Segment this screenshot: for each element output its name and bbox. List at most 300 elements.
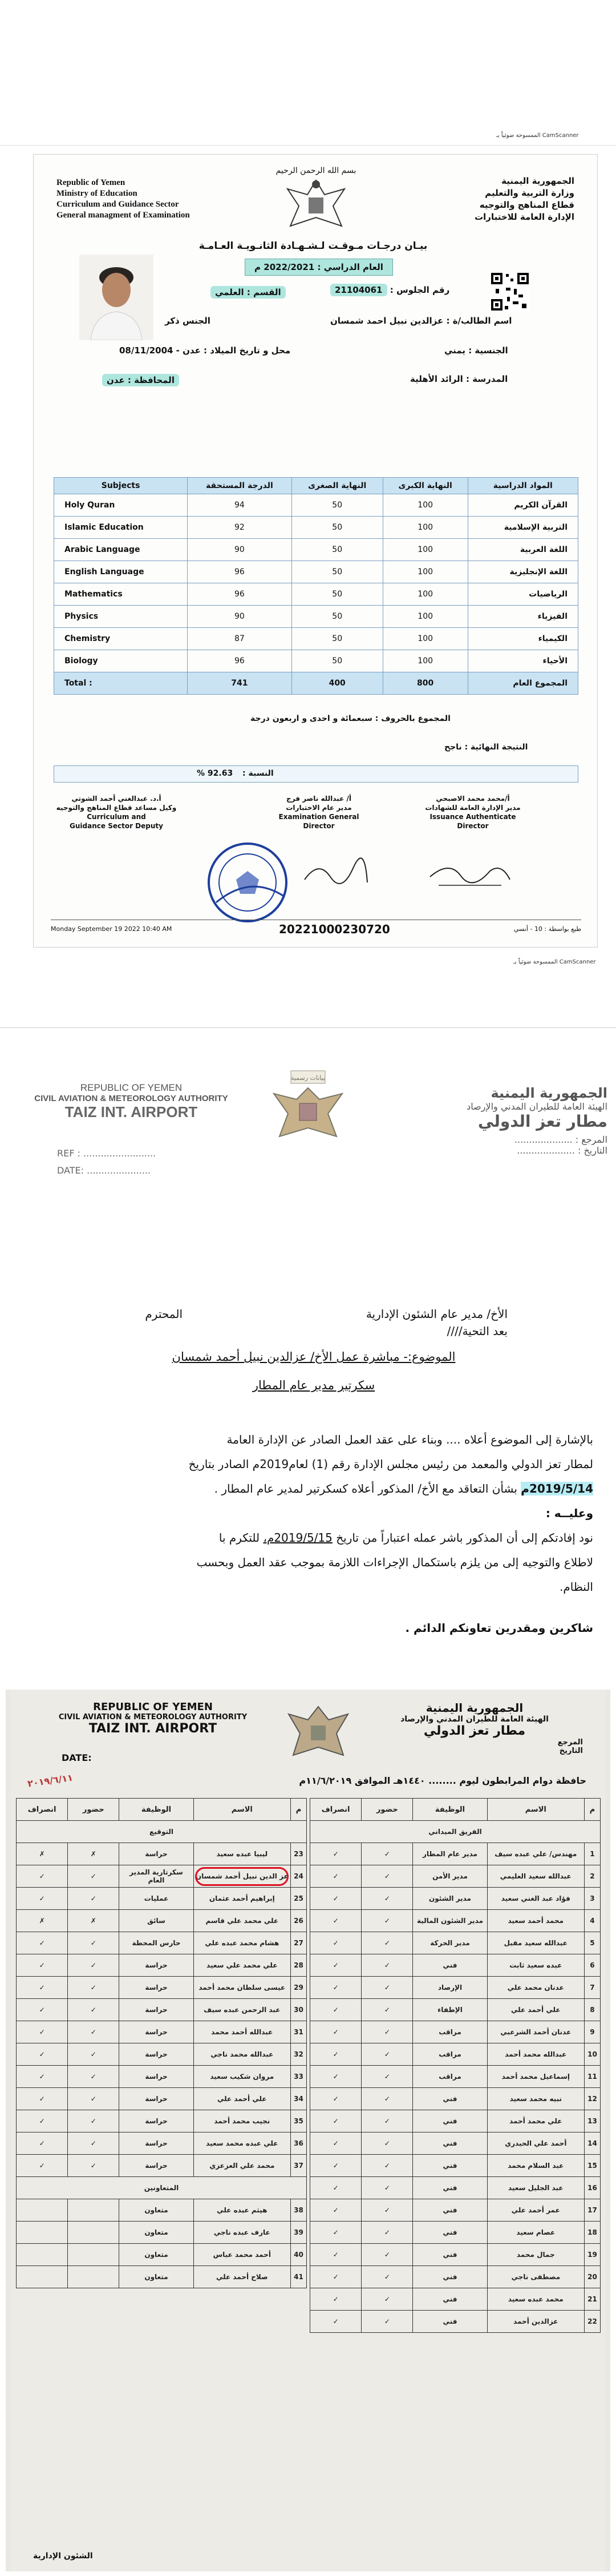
min-cell: 50 bbox=[291, 561, 383, 583]
sign-in-cell: ✓ bbox=[68, 1977, 119, 1999]
row-job: مراقب bbox=[413, 2043, 487, 2066]
sign-out-cell: ✓ bbox=[17, 2110, 68, 2132]
qr-code bbox=[490, 272, 530, 312]
sign-in-cell: ✗ bbox=[68, 1910, 119, 1932]
sig-line: Director bbox=[457, 822, 489, 830]
sign-out-cell: ✓ bbox=[17, 2155, 68, 2177]
row-job: حراسة bbox=[119, 1999, 193, 2021]
row-number: 40 bbox=[290, 2244, 306, 2266]
min-cell: 50 bbox=[291, 628, 383, 650]
row-job: فني bbox=[413, 2177, 487, 2199]
total-label-en: Total : bbox=[54, 672, 188, 695]
row-job: حراسة bbox=[119, 1954, 193, 1977]
row-number: 24 bbox=[290, 1865, 306, 1888]
table-row bbox=[310, 2155, 601, 2177]
subject-en: Chemistry bbox=[54, 628, 188, 650]
row-name: عبد الرحمن عبده سيف bbox=[193, 1999, 290, 2021]
subject-en: English Language bbox=[54, 561, 188, 583]
sign-out-cell: ✓ bbox=[310, 1888, 362, 1910]
contract-date: 2019/5/14م bbox=[521, 1482, 593, 1495]
org-line: REPUBLIC OF YEMEN bbox=[80, 1082, 183, 1093]
table-row bbox=[310, 2021, 601, 2043]
row-number: 26 bbox=[290, 1910, 306, 1932]
sheet-header-ar bbox=[366, 1701, 583, 1755]
row-job: سائق bbox=[119, 1910, 193, 1932]
sig-line: وكيل مساعد قطاع المناهج والتوجيه bbox=[56, 804, 177, 812]
scan-label-en: CamScanner bbox=[559, 959, 596, 965]
subject-ar: اللغة الإنجليزية bbox=[468, 561, 578, 583]
subject-ar: الرياضيات bbox=[468, 583, 578, 606]
row-number: 5 bbox=[584, 1932, 600, 1954]
table-row bbox=[17, 1910, 307, 1932]
min-cell: 50 bbox=[291, 583, 383, 606]
min-cell: 50 bbox=[291, 517, 383, 539]
row-number: 7 bbox=[584, 1977, 600, 1999]
row-job: فني bbox=[413, 2222, 487, 2244]
row-name: عبدالله محمد ناجي bbox=[193, 2043, 290, 2066]
row-job: مدير الشئون bbox=[413, 1888, 487, 1910]
sign-in-cell: ✓ bbox=[362, 2132, 413, 2155]
attendance-table-right bbox=[310, 1798, 601, 2333]
cert-header-line: General managment of Examination bbox=[56, 211, 190, 220]
sign-out-cell: ✓ bbox=[310, 2199, 362, 2222]
col-name: الاسم bbox=[193, 1799, 290, 1821]
row-number: 1 bbox=[584, 1843, 600, 1865]
row-job: متعاون bbox=[119, 2244, 193, 2266]
nationality: الجنسية : يمني bbox=[444, 345, 508, 356]
row-number: 38 bbox=[290, 2199, 306, 2222]
sig-line: مدير عام الاختبارات bbox=[286, 804, 352, 812]
paragraph-text: نود إفادتكم إلى أن المذكور باشر عمله اعتباراً من تاريخ bbox=[332, 1531, 593, 1545]
row-number: 31 bbox=[290, 2021, 306, 2043]
score-cell: 96 bbox=[188, 561, 291, 583]
cert-header-line: قطاع المناهج والتوجيه bbox=[479, 200, 574, 210]
row-number: 9 bbox=[584, 2021, 600, 2043]
total-label-ar: المجموع العام bbox=[468, 672, 578, 695]
cert-title: بيـان درجـات مـوقـت لـشـهـادة الثانـويـة العـامـة bbox=[198, 240, 428, 252]
total-min: 400 bbox=[291, 672, 383, 695]
org-line: الجمهورية اليمنية bbox=[491, 1085, 607, 1101]
row-name: عصام سعيد bbox=[487, 2222, 584, 2244]
org-line: CIVIL AVIATION & METEOROLOGY AUTHORITY bbox=[34, 1094, 228, 1103]
row-name: عيسى سلطان محمد أحمد bbox=[193, 1977, 290, 1999]
table-row bbox=[17, 1888, 307, 1910]
row-number: 12 bbox=[584, 2088, 600, 2110]
sign-out-cell: ✓ bbox=[310, 2021, 362, 2043]
row-number: 28 bbox=[290, 1954, 306, 1977]
total-in-words: المجموع بالحروف : سبعمائة و احدى و اربعون درجة bbox=[250, 714, 451, 723]
row-name: عبد الجليل سعيد bbox=[487, 2177, 584, 2199]
table-header bbox=[17, 1799, 307, 1821]
table-row bbox=[54, 650, 578, 672]
sign-out-cell: ✓ bbox=[17, 2066, 68, 2088]
scan-label-ar: الممسوحة ضوئياً بـ bbox=[513, 959, 558, 965]
row-job: فني bbox=[413, 2266, 487, 2288]
score-cell: 96 bbox=[188, 650, 291, 672]
sign-out-cell: ✓ bbox=[310, 2177, 362, 2199]
table-row bbox=[17, 2110, 307, 2132]
sign-in-cell: ✓ bbox=[362, 2155, 413, 2177]
governorate: المحافظة : عدن bbox=[102, 374, 179, 386]
cert-header-line: الجمهورية اليمنية bbox=[501, 176, 574, 186]
gender: الجنس ذكر bbox=[165, 316, 210, 326]
sign-in-cell: ✓ bbox=[68, 2066, 119, 2088]
row-number: 25 bbox=[290, 1888, 306, 1910]
sign-in-cell: ✓ bbox=[362, 2021, 413, 2043]
row-number: 11 bbox=[584, 2066, 600, 2088]
row-job: فني bbox=[413, 1954, 487, 1977]
sig-line: أ.د. عبدالغني أحمد الشوتي bbox=[71, 795, 161, 803]
position: سكرتير مدير عام المطار bbox=[252, 1378, 375, 1392]
sheet-paper bbox=[10, 1690, 606, 2571]
sign-out-cell: ✓ bbox=[310, 1954, 362, 1977]
sign-out-cell: ✓ bbox=[310, 2288, 362, 2311]
row-number: 29 bbox=[290, 1977, 306, 1999]
table-row bbox=[54, 606, 578, 628]
therefore: وعليــه : bbox=[545, 1506, 593, 1520]
sign-out-cell: ✓ bbox=[17, 1932, 68, 1954]
grade-certificate bbox=[33, 154, 598, 948]
sig-line: مدير الإدارة العامة للشهادات bbox=[425, 804, 521, 812]
row-job: حراسة bbox=[119, 2043, 193, 2066]
row-job: حراسة bbox=[119, 2066, 193, 2088]
table-row bbox=[310, 1910, 601, 1932]
row-number: 4 bbox=[584, 1910, 600, 1932]
row-name: هيثم عبده علي bbox=[193, 2199, 290, 2222]
org-line: CIVIL AVIATION & METEOROLOGY AUTHORITY bbox=[58, 1713, 248, 1722]
signature-scribble-icon bbox=[427, 860, 513, 894]
row-name: عبدالله أحمد محمد bbox=[193, 2021, 290, 2043]
table-row bbox=[310, 2199, 601, 2222]
row-job: فني bbox=[413, 2311, 487, 2333]
row-job: فني bbox=[413, 2155, 487, 2177]
final-result: النتيجة النهائية : ناجح bbox=[444, 743, 528, 752]
row-name: عبد السلام محمد bbox=[487, 2155, 584, 2177]
sign-in-cell: ✓ bbox=[362, 2244, 413, 2266]
col-out: انصراف bbox=[310, 1799, 362, 1821]
paragraph-line: لاطلاع والتوجيه إلى من يلزم باستكمال الإجراءات اللازمة بموجب عقد العمل وبحسب bbox=[196, 1555, 593, 1569]
row-job: متعاون bbox=[119, 2199, 193, 2222]
school: المدرسة : الرائد الأهلية bbox=[410, 374, 508, 384]
birth-place-date: محل و تاريخ الميلاد : عدن - 08/11/2004 bbox=[119, 345, 291, 356]
table-row bbox=[17, 2043, 307, 2066]
group-title: الفريق الميداني bbox=[310, 1821, 601, 1843]
yemen-eagle-emblem-icon bbox=[279, 172, 353, 235]
sign-in-cell: ✓ bbox=[362, 2311, 413, 2333]
row-number: 37 bbox=[290, 2155, 306, 2177]
cert-header-line: وزارة التربية والتعليم bbox=[485, 188, 574, 198]
max-cell: 100 bbox=[383, 650, 468, 672]
subject-en: Mathematics bbox=[54, 583, 188, 606]
sign-out-cell: ✗ bbox=[17, 1910, 68, 1932]
handwritten-date: ٢٠١٩/٦/١١ bbox=[27, 1772, 74, 1789]
row-name: علي محمد علي قاسم bbox=[193, 1910, 290, 1932]
grades-table bbox=[54, 477, 578, 695]
row-job: حراسة bbox=[119, 2110, 193, 2132]
paragraph-line bbox=[23, 1526, 593, 1550]
subject-ar: الفيزياء bbox=[468, 606, 578, 628]
sign-in-cell: ✓ bbox=[362, 2110, 413, 2132]
sign-in-cell: ✓ bbox=[362, 1999, 413, 2021]
camscanner-label-bottom bbox=[513, 959, 596, 965]
paragraph-line bbox=[23, 1477, 593, 1501]
row-name: نبيه محمد سعيد bbox=[487, 2088, 584, 2110]
table-row bbox=[310, 1932, 601, 1954]
max-cell: 100 bbox=[383, 517, 468, 539]
group-title: التوقيع bbox=[17, 1821, 307, 1843]
row-name: محمد أحمد سعيد bbox=[487, 1910, 584, 1932]
paragraph-line: بالإشارة إلى الموضوع أعلاه .... وبناء على عقد العمل الصادر عن الإدارة العامة bbox=[226, 1433, 593, 1446]
sign-in-cell: ✓ bbox=[68, 2021, 119, 2043]
row-number: 27 bbox=[290, 1932, 306, 1954]
crest-caption: بيانات رسمية bbox=[290, 1074, 326, 1082]
sign-in-cell: ✗ bbox=[68, 1843, 119, 1865]
row-number: 23 bbox=[290, 1843, 306, 1865]
col-number: م bbox=[290, 1799, 306, 1821]
score-cell: 94 bbox=[188, 494, 291, 517]
row-name-highlighted: عز الدين نبيل أحمد شمسان bbox=[193, 1865, 290, 1888]
org-line: REPUBLIC OF YEMEN bbox=[93, 1701, 213, 1713]
camscanner-label bbox=[496, 132, 579, 139]
subject-ar: الأحياء bbox=[468, 650, 578, 672]
group-title: المتعاونين bbox=[17, 2177, 307, 2199]
sign-in-cell: ✓ bbox=[68, 2110, 119, 2132]
row-name: نجيب محمد أحمد bbox=[193, 2110, 290, 2132]
total-row bbox=[54, 672, 578, 695]
table-row bbox=[17, 2244, 307, 2266]
col-score: الدرجة المستحقة bbox=[188, 478, 291, 494]
row-name: أحمد علي الحيدري bbox=[487, 2132, 584, 2155]
table-row bbox=[310, 1843, 601, 1865]
sign-in-cell: ✓ bbox=[68, 1888, 119, 1910]
row-number: 10 bbox=[584, 2043, 600, 2066]
signature-curriculum-deputy bbox=[45, 794, 188, 831]
org-line: TAIZ INT. AIRPORT bbox=[64, 1103, 198, 1120]
row-number: 3 bbox=[584, 1888, 600, 1910]
table-row bbox=[17, 2132, 307, 2155]
row-job: سكرتارية المدير العام bbox=[119, 1865, 193, 1888]
cert-header-line: الإدارة العامة للاختبارات bbox=[475, 212, 574, 222]
col-in: حضور bbox=[68, 1799, 119, 1821]
airport-letter bbox=[0, 1027, 616, 1684]
table-row bbox=[310, 2132, 601, 2155]
min-cell: 50 bbox=[291, 650, 383, 672]
cert-header-right bbox=[475, 175, 574, 223]
sign-out-cell: ✓ bbox=[310, 1999, 362, 2021]
document-code: 20221000230720 bbox=[279, 922, 390, 936]
sign-in-cell bbox=[68, 2199, 119, 2222]
sign-out-cell: ✓ bbox=[310, 1932, 362, 1954]
subject-ar: القرآن الكريم bbox=[468, 494, 578, 517]
min-cell: 50 bbox=[291, 606, 383, 628]
admin-affairs-label: الشئون الإدارية bbox=[33, 2551, 93, 2561]
col-subjects-en: Subjects bbox=[54, 478, 188, 494]
sign-in-cell: ✓ bbox=[68, 2043, 119, 2066]
sign-out-cell: ✓ bbox=[17, 1977, 68, 1999]
percentage-bar bbox=[54, 765, 578, 783]
group-header bbox=[17, 2177, 307, 2199]
sign-out-cell: ✓ bbox=[17, 1888, 68, 1910]
cert-header-line: Ministry of Education bbox=[56, 189, 137, 198]
row-job: فني bbox=[413, 2132, 487, 2155]
row-number: 41 bbox=[290, 2266, 306, 2288]
sign-out-cell: ✓ bbox=[310, 1843, 362, 1865]
table-row bbox=[310, 1954, 601, 1977]
max-cell: 100 bbox=[383, 628, 468, 650]
table-row bbox=[17, 2155, 307, 2177]
row-name: جمال محمد bbox=[487, 2244, 584, 2266]
sig-line: Curriculum and bbox=[87, 813, 146, 821]
sign-out-cell: ✓ bbox=[310, 2043, 362, 2066]
row-name: إبراهيم أحمد عثمان bbox=[193, 1888, 290, 1910]
row-name: عمر أحمد علي bbox=[487, 2199, 584, 2222]
attendance-sheet bbox=[6, 1690, 610, 2571]
sign-out-cell: ✓ bbox=[17, 2021, 68, 2043]
sign-in-cell: ✓ bbox=[362, 1843, 413, 1865]
sig-line: أ/ عبدالله ناصر فرج bbox=[286, 795, 351, 803]
table-row bbox=[17, 1954, 307, 1977]
row-name: صلاح أحمد علي bbox=[193, 2266, 290, 2288]
scan-page-top bbox=[0, 0, 616, 146]
ref-field: REF : ......................... bbox=[57, 1148, 156, 1159]
sign-out-cell: ✓ bbox=[17, 2132, 68, 2155]
sign-in-cell: ✓ bbox=[362, 2043, 413, 2066]
table-row bbox=[310, 1865, 601, 1888]
sign-out-cell: ✓ bbox=[310, 2066, 362, 2088]
attendance-table-left bbox=[16, 1798, 307, 2288]
org-line: الهيئة العامة للطيران المدني والإرصاد bbox=[467, 1101, 607, 1112]
scan-label-ar: الممسوحة ضوئياً بـ bbox=[496, 132, 541, 139]
sign-in-cell: ✓ bbox=[68, 1954, 119, 1977]
row-number: 2 bbox=[584, 1865, 600, 1888]
table-row bbox=[17, 1999, 307, 2021]
airport-crest-icon bbox=[268, 1068, 348, 1142]
max-cell: 100 bbox=[383, 606, 468, 628]
row-number: 39 bbox=[290, 2222, 306, 2244]
table-row bbox=[17, 1865, 307, 1888]
subject-en: Islamic Education bbox=[54, 517, 188, 539]
row-name: مهندس/ علي عبده سيف bbox=[487, 1843, 584, 1865]
score-cell: 90 bbox=[188, 539, 291, 561]
subject-ar: الكيمياء bbox=[468, 628, 578, 650]
col-number: م bbox=[584, 1799, 600, 1821]
row-number: 20 bbox=[584, 2266, 600, 2288]
sign-in-cell: ✓ bbox=[68, 2088, 119, 2110]
org-line: مطار تعز الدولي bbox=[477, 1112, 607, 1131]
row-job: عمليات bbox=[119, 1888, 193, 1910]
row-name: عدنان محمد علي bbox=[487, 1977, 584, 1999]
row-job: حراسة bbox=[119, 2088, 193, 2110]
row-job: حارس المحطة bbox=[119, 1932, 193, 1954]
greeting: بعد التحية//// bbox=[447, 1324, 508, 1338]
org-line: الجمهورية اليمنية bbox=[425, 1701, 524, 1715]
table-row bbox=[17, 1932, 307, 1954]
subject-en: Arabic Language bbox=[54, 539, 188, 561]
row-name: مروان شكيب سعيد bbox=[193, 2066, 290, 2088]
paragraph-text: بشأن التعاقد مع الأخ/ المذكور أعلاه كسكرتير لمدير عام المطار . bbox=[214, 1482, 521, 1495]
paragraph-line: لمطار تعز الدولي والمعمد من رئيس مجلس الإدارة رقم (1) لعام2019م الصادر بتاريخ bbox=[188, 1457, 593, 1471]
row-number: 34 bbox=[290, 2088, 306, 2110]
table-row bbox=[310, 2266, 601, 2288]
row-job: مدير الحركة bbox=[413, 1932, 487, 1954]
sign-out-cell bbox=[17, 2199, 68, 2222]
sign-in-cell: ✓ bbox=[362, 1977, 413, 1999]
row-job: مدير عام المطار bbox=[413, 1843, 487, 1865]
letter-header-ar bbox=[419, 1085, 607, 1156]
sign-out-cell bbox=[17, 2266, 68, 2288]
section: القسم : العلمي bbox=[210, 286, 286, 299]
sign-in-cell: ✓ bbox=[68, 2132, 119, 2155]
letter-header-en bbox=[6, 1082, 257, 1121]
date-field-ar: التاريخ bbox=[559, 1747, 583, 1755]
row-name: مصطفى ناجي bbox=[487, 2266, 584, 2288]
max-cell: 100 bbox=[383, 494, 468, 517]
row-number: 15 bbox=[584, 2155, 600, 2177]
row-number: 14 bbox=[584, 2132, 600, 2155]
sig-line: Director bbox=[303, 822, 335, 830]
subject-en: Holy Quran bbox=[54, 494, 188, 517]
sign-out-cell: ✓ bbox=[310, 1977, 362, 1999]
date-field-ar: التاريخ : .................... bbox=[517, 1145, 607, 1156]
col-min: النهاية الصغرى bbox=[291, 478, 383, 494]
sign-out-cell bbox=[17, 2244, 68, 2266]
row-job: مدير الأمن bbox=[413, 1865, 487, 1888]
sig-line: أ/محمد محمد الاصبحي bbox=[436, 795, 510, 803]
sign-out-cell: ✓ bbox=[310, 2311, 362, 2333]
row-job: الإرصاد bbox=[413, 1977, 487, 1999]
student-name: اسم الطالب/ة : عزالدين نبيل احمد شمسان bbox=[330, 316, 512, 326]
row-job: متعاون bbox=[119, 2266, 193, 2288]
sign-out-cell: ✓ bbox=[17, 1865, 68, 1888]
row-job: فني bbox=[413, 2288, 487, 2311]
row-name: علي أحمد علي bbox=[193, 2088, 290, 2110]
table-row bbox=[310, 2222, 601, 2244]
score-cell: 90 bbox=[188, 606, 291, 628]
row-job: فني bbox=[413, 2244, 487, 2266]
table-row bbox=[310, 2066, 601, 2088]
table-row bbox=[54, 517, 578, 539]
sign-in-cell: ✓ bbox=[362, 2066, 413, 2088]
row-name: عزالدين أحمد bbox=[487, 2311, 584, 2333]
row-name: أحمد محمد عباس bbox=[193, 2244, 290, 2266]
row-number: 19 bbox=[584, 2244, 600, 2266]
group-header bbox=[310, 1821, 601, 1843]
col-job: الوظيفة bbox=[413, 1799, 487, 1821]
score-cell: 87 bbox=[188, 628, 291, 650]
sign-out-cell: ✓ bbox=[310, 2132, 362, 2155]
sign-in-cell: ✓ bbox=[68, 1865, 119, 1888]
sign-out-cell: ✓ bbox=[17, 1954, 68, 1977]
row-name: علي محمد علي سعيد bbox=[193, 1954, 290, 1977]
row-job: مراقب bbox=[413, 2021, 487, 2043]
table-row bbox=[54, 628, 578, 650]
sign-in-cell: ✓ bbox=[362, 1910, 413, 1932]
sign-in-cell: ✓ bbox=[362, 2199, 413, 2222]
table-row bbox=[310, 1977, 601, 1999]
subject-en: Biology bbox=[54, 650, 188, 672]
row-job: حراسة bbox=[119, 2132, 193, 2155]
sign-in-cell: ✓ bbox=[68, 1999, 119, 2021]
row-job: حراسة bbox=[119, 2021, 193, 2043]
sig-line: Examination General bbox=[278, 813, 359, 821]
sign-in-cell bbox=[68, 2266, 119, 2288]
row-number: 33 bbox=[290, 2066, 306, 2088]
sig-line: Issuance Authenticate bbox=[429, 813, 516, 821]
score-cell: 96 bbox=[188, 583, 291, 606]
subject-ar: التربية الإسلامية bbox=[468, 517, 578, 539]
table-row bbox=[310, 2043, 601, 2066]
sign-in-cell: ✓ bbox=[362, 1932, 413, 1954]
